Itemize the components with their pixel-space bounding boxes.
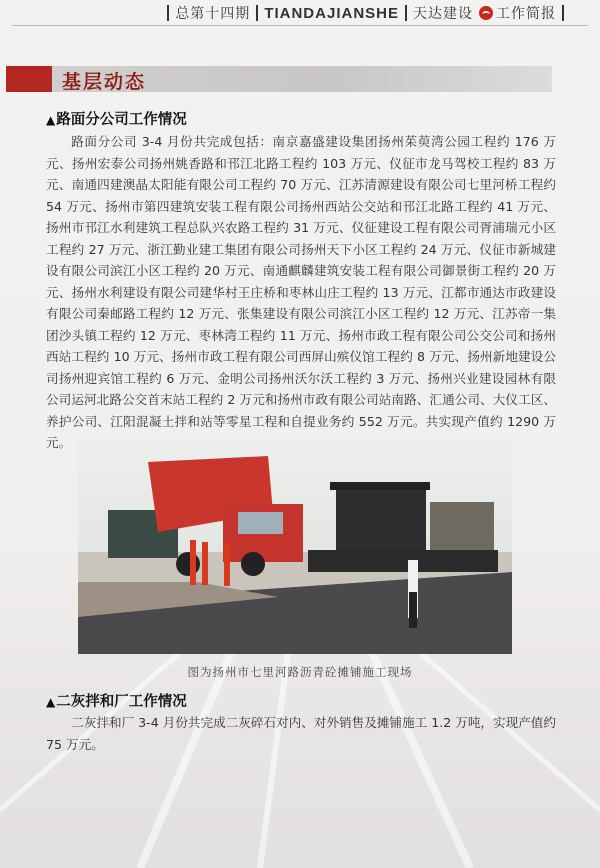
lime-plant-paragraph: 二灰拌和厂 3-4 月份共完成二灰碎石对内、对外销售及摊铺施工 1.2 万吨，实现产值约 75 万元。 <box>46 715 556 752</box>
header-divider <box>256 5 258 21</box>
company-logo-icon <box>479 6 493 20</box>
page-header <box>0 0 600 26</box>
header-divider <box>167 5 169 21</box>
road-branch-heading: ▲路面分公司工作情况 <box>46 112 187 128</box>
construction-photo <box>78 432 512 654</box>
section-accent-block <box>6 66 52 92</box>
header-divider <box>405 5 407 21</box>
publication-name: 工作简报 <box>496 6 556 22</box>
road-branch-paragraph: 路面分公司 3-4 月份共完成包括：南京嘉盛建设集团扬州茱萸湾公园工程约 176 万元、扬州宏泰公司扬州姚香路和邗江北路工程约 103 万元、仪征市龙马驾校工程约 83 万元、南通四建澳晶太阳能有限公司工程约 70 万元、江苏清源建设有限公司七里河桥工程约 54 万元、扬州市第四建筑安装工程有限公司扬州西站公交站和邗江北路工程约 41 万元、扬州市邗江水利建筑工程总队兴农路工程约 31 万元、仪征建设工程有限公司胥浦瑞元小区工程约 27 万元、浙江勤业建工集团有限公司扬州天下小区工程约 24 万元、仪征市新城建设有限公司滨江小区工程约 20 万元、南通麒麟建筑安装工程有限公司御景街工程约 20 万元、扬州水利建设有限公司建华村王庄桥和枣林山庄工程约 13 万元、江都市通达市政建设有限公司秦邮路工程约 12 万元、张集建设有限公司滨江小区工程约 12 万元、江苏帝一集团沙头镇工程约 12 万元、枣林湾工程约 11 万元、扬州市政工程有限公司公交公司和扬州西站工程约 10 万元、扬州市政工程有限公司西屏山殡仪馆工程约 8 万元、扬州新地建设公司扬州迎宾馆工程约 6 万元、金明公司扬州沃尔沃工程约 3 万元、扬州兴业建设园林有限公司运河北路公交首末站工程约 2 万元和扬州市政有限公司站南路、汇通公司、大仪工区、养护公司、江阳混凝土拌和站等零星工程和自提业务约 552 万元。共实现产值约 1290 万元。 <box>46 134 556 450</box>
header-rule <box>12 25 588 26</box>
lime-plant-heading: ▲二灰拌和厂工作情况 <box>46 694 187 710</box>
brand-name-english: TIANDAJIANSHE <box>264 4 399 22</box>
section-title-bar <box>6 66 552 92</box>
triangle-bullet-icon: ▲ <box>46 695 56 709</box>
issue-number: 总第十四期 <box>175 6 251 22</box>
photo-caption: 图为扬州市七里河路沥青砼摊铺施工现场 <box>187 665 413 679</box>
section-title: 基层动态 <box>62 71 147 93</box>
triangle-bullet-icon: ▲ <box>46 113 56 127</box>
header-divider <box>562 5 564 21</box>
brand-name-chinese: 天达建设 <box>413 6 473 22</box>
